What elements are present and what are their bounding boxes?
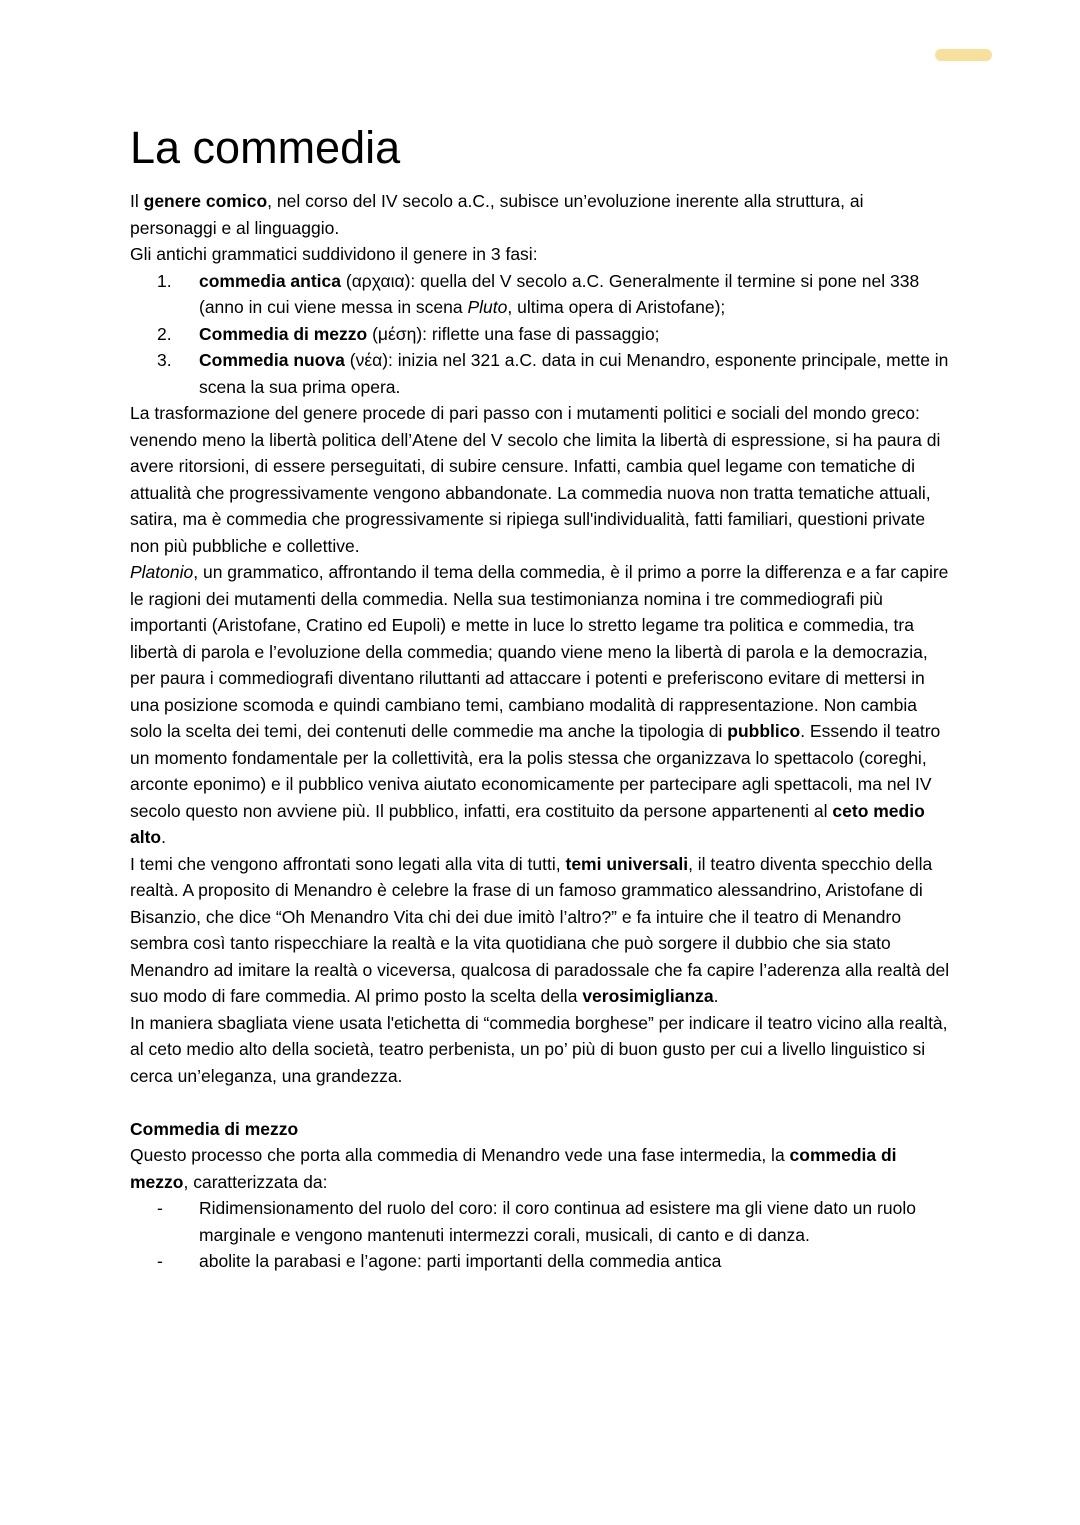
list-marker: 2. xyxy=(157,323,172,344)
text-segment: (νέα): inizia nel 321 a.C. data in cui Menandro, esponente principale, mette in scena la sua prima opera. xyxy=(199,350,949,397)
text-segment: . Essendo il teatro un momento fondamentale per la collettività, era la polis stessa che organizzava lo spettacolo (coreghi, arconte eponimo) e il pubblico veniva aiutato economicamente per partecipare agli spettacoli, ma nel IV secolo questo non avviene più. Il pubblico, infatti, era costituito da persone appartenenti al xyxy=(130,721,941,821)
list-item-text xyxy=(199,347,950,400)
text-segment: In maniera sbagliata viene usata l'etichetta di “commedia borghese” per indicare il teatro vicino alla realtà, al ceto medio alto della società, teatro perbenista, un po’ più di buon gusto per cui a livello linguistico si cerca un’eleganza, una grandezza. xyxy=(130,1012,948,1086)
text-segment: (αρχαια): quella del V secolo a.C. Generalmente il termine si pone nel 338 (anno in cui viene messa in scena xyxy=(199,270,920,317)
text-segment: , ultima opera di Aristofane); xyxy=(507,297,726,317)
list-item xyxy=(130,347,950,400)
text-segment: Ridimensionamento del ruolo del coro: il coro continua ad esistere ma gli viene dato un ruolo marginale e vengono mantenuti intermezzi corali, musicali, di canto e di danza. xyxy=(199,1198,916,1245)
text-segment: Pluto xyxy=(467,297,508,317)
blank-line xyxy=(130,1089,950,1116)
text-segment: , un grammatico, affrontando il tema della commedia, è il primo a porre la differenza e a far capire le ragioni dei mutamenti della commedia. Nella sua testimonianza nomina i tre commediografi più importanti (Aristofane, Cratino ed Eupoli) e mette in luce lo stretto legame tra politica e commedia, tra libertà di parola e l’evoluzione della commedia; quando viene meno la libertà di parola e la democrazia, per paura i commediografi diventano riluttanti ad attaccare i potenti e preferiscono evitare di mettersi in una posizione scomoda e quindi cambiano temi, cambiano modalità di rappresentazione. Non cambia solo la scelta dei temi, dei contenuti delle commedie ma anche la tipologia di xyxy=(130,562,949,741)
text-segment: Il xyxy=(130,191,144,211)
text-segment: temi universali xyxy=(565,853,689,874)
paragraph xyxy=(130,400,950,559)
text-segment: Commedia nuova xyxy=(199,350,345,370)
document-body xyxy=(130,188,950,1275)
text-segment: . xyxy=(713,986,719,1006)
page-title: La commedia xyxy=(130,122,401,173)
text-segment: verosimiglianza xyxy=(582,986,714,1006)
text-segment: La trasformazione del genere procede di pari passo con i mutamenti politici e sociali del mondo greco: venendo meno la libertà politica dell’Atene del V secolo che limita la libertà di espressione, si ha paura di avere ritorsioni, di essere perseguitati, di subire censure. Infatti, cambia quel legame con tematiche di attualità che progressivamente vengono abbandonate. La commedia nuova non tratta tematiche attuali, satira, ma è commedia che progressivamente si ripiega sull'individualità, fatti familiari, questioni private non più pubbliche e collettive. xyxy=(130,403,941,556)
text-segment: commedia antica xyxy=(199,270,341,291)
dash-list xyxy=(130,1195,950,1275)
list-marker: - xyxy=(157,1251,163,1271)
list-item-text xyxy=(199,1195,950,1248)
paragraph xyxy=(130,559,950,851)
text-segment: . xyxy=(161,827,166,847)
paragraph xyxy=(130,188,950,241)
text-segment: Questo processo che porta alla commedia di Menandro vede una fase intermedia, la xyxy=(130,1145,790,1165)
paragraph xyxy=(130,1010,950,1090)
list-marker: 3. xyxy=(157,350,172,370)
paragraph xyxy=(130,1142,950,1195)
text-segment: , nel corso del IV secolo a.C., subisce un’evoluzione inerente alla struttura, ai personaggi e al linguaggio. xyxy=(130,191,864,238)
text-segment: abolite la parabasi e l’agone: parti importanti della commedia antica xyxy=(199,1251,722,1271)
paragraph xyxy=(130,851,950,1010)
numbered-list xyxy=(130,268,950,401)
text-segment: pubblico xyxy=(727,721,801,741)
text-segment: , caratterizzata da: xyxy=(183,1171,328,1192)
paragraph xyxy=(130,1116,950,1143)
list-item xyxy=(130,321,950,348)
text-segment: I temi che vengono affrontati sono legati alla vita di tutti, xyxy=(130,853,566,874)
text-segment: (μέση): riflette una fase di passaggio; xyxy=(367,323,660,344)
paragraph xyxy=(130,241,950,268)
text-segment: Commedia di mezzo xyxy=(130,1118,299,1139)
list-item xyxy=(130,268,950,321)
list-item-text xyxy=(199,1248,950,1275)
list-marker: - xyxy=(157,1198,163,1218)
text-segment: , il teatro diventa specchio della realtà. A proposito di Menandro è celebre la frase di un famoso grammatico alessandrino, Aristofane di Bisanzio, che dice “Oh Menandro Vita chi dei due imitò l’altro?” e fa intuire che il teatro di Menandro sembra così tanto rispecchiare la realtà e la vita quotidiana che può sorgere il dubbio che sia stato Menandro ad imitare la realtà o viceversa, qualcosa di paradossale che fa capire l’aderenza alla realtà del suo modo di fare commedia. Al primo posto la scelta della xyxy=(130,853,950,1006)
text-segment: ceto medio alto xyxy=(130,800,925,847)
list-item-text xyxy=(199,321,950,348)
text-segment: commedia di mezzo xyxy=(130,1145,897,1192)
list-marker: 1. xyxy=(157,270,172,291)
yellow-highlight-mark xyxy=(935,49,992,61)
text-segment: genere comico xyxy=(143,191,268,211)
text-segment: Platonio xyxy=(130,562,194,582)
list-item xyxy=(130,1195,950,1248)
list-item xyxy=(130,1248,950,1275)
document-content xyxy=(130,121,950,1275)
text-segment: Commedia di mezzo xyxy=(199,323,368,344)
text-segment: Gli antichi grammatici suddividono il genere in 3 fasi: xyxy=(130,244,538,264)
list-item-text xyxy=(199,268,950,321)
